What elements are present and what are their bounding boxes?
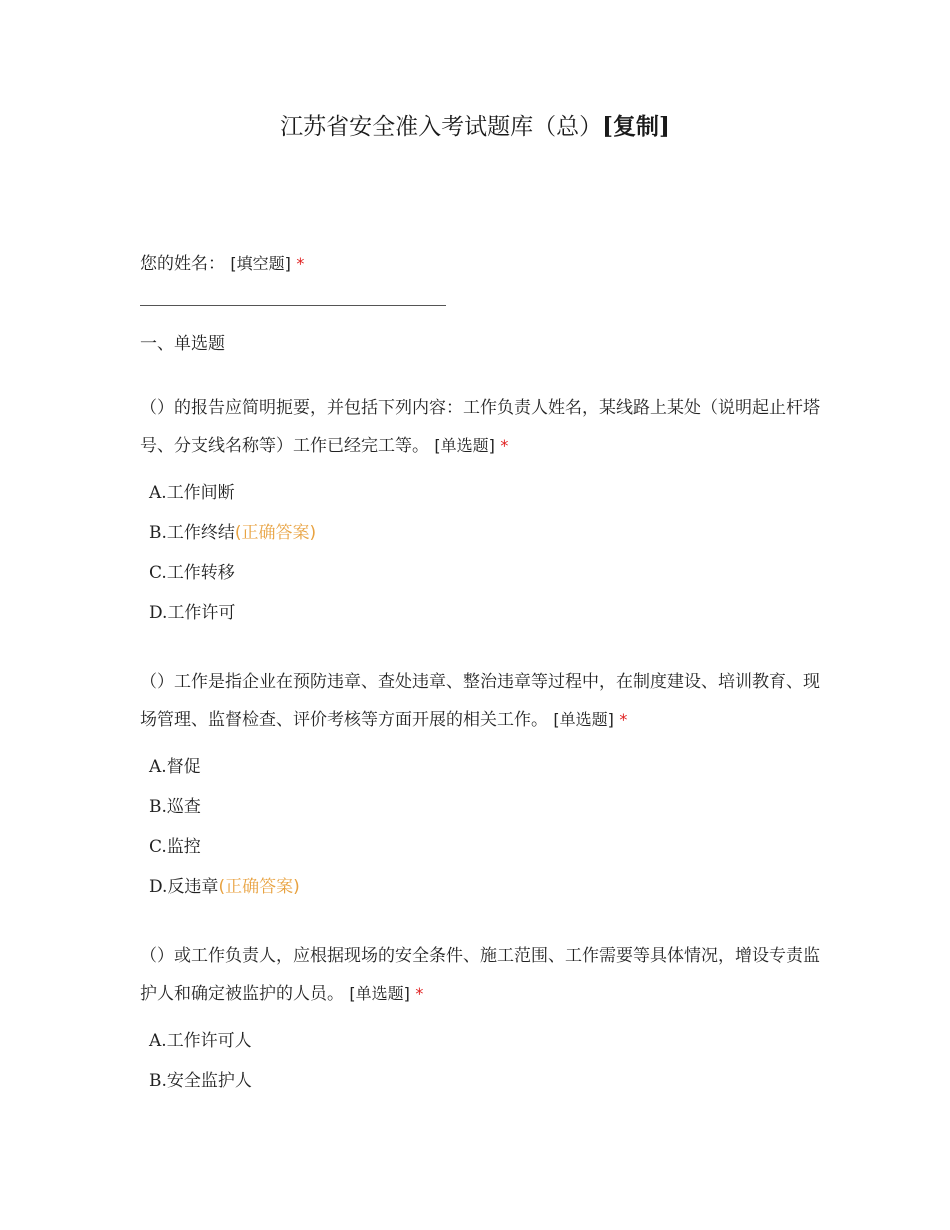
required-marker: * — [296, 254, 305, 273]
name-question-label: 您的姓名： — [140, 254, 225, 274]
question-type: [填空题] — [230, 254, 291, 273]
option-d[interactable] — [140, 593, 820, 633]
question-2 — [140, 663, 820, 907]
option-a[interactable] — [140, 747, 820, 787]
option-d[interactable] — [140, 867, 820, 907]
option-list — [140, 1021, 820, 1101]
name-answer-blank[interactable] — [140, 305, 446, 306]
page-title — [0, 110, 950, 144]
option-text: 工作许可人 — [166, 1031, 252, 1051]
option-list — [140, 473, 820, 633]
option-text: 工作许可 — [167, 603, 236, 623]
question-stem: （）的报告应简明扼要，并包括下列内容：工作负责人姓名，某线路上某处（说明起止杆塔号、分支线名称等）工作已经完工等。 — [140, 398, 820, 456]
option-text: 安全监护人 — [166, 1071, 252, 1091]
section-heading: 一、单选题 — [140, 334, 225, 354]
option-letter: C. — [149, 563, 167, 583]
option-letter: C. — [149, 837, 167, 857]
option-b[interactable] — [140, 1061, 820, 1101]
option-text: 巡查 — [166, 797, 201, 817]
option-letter: A. — [149, 1031, 167, 1051]
question-1 — [140, 389, 820, 633]
correct-answer-mark: (正确答案) — [218, 877, 300, 897]
option-c[interactable] — [140, 553, 820, 593]
option-text: 工作终结 — [166, 523, 235, 543]
required-marker: * — [619, 710, 628, 729]
title-text: 江苏省安全准入考试题库（总） — [280, 114, 603, 140]
survey-content — [140, 250, 820, 1101]
option-text: 工作间断 — [166, 483, 235, 503]
question-text — [140, 937, 820, 1013]
option-a[interactable] — [140, 473, 820, 513]
option-letter: B. — [149, 523, 167, 543]
option-text: 监控 — [166, 837, 201, 857]
question-stem: （）工作是指企业在预防违章、查处违章、整治违章等过程中，在制度建设、培训教育、现场管理、监督检查、评价考核等方面开展的相关工作。 — [140, 672, 820, 730]
question-stem: （）或工作负责人，应根据现场的安全条件、施工范围、工作需要等具体情况，增设专责监护人和确定被监护的人员。 — [140, 946, 820, 1004]
question-text — [140, 663, 820, 739]
option-b[interactable] — [140, 787, 820, 827]
name-question — [140, 250, 820, 278]
option-c[interactable] — [140, 827, 820, 867]
option-letter: A. — [149, 757, 167, 777]
option-list — [140, 747, 820, 907]
option-letter: B. — [149, 1071, 167, 1091]
copy-link[interactable]: [复制] — [602, 113, 670, 140]
option-letter: B. — [149, 797, 167, 817]
required-marker: * — [500, 436, 509, 455]
option-letter: D. — [149, 877, 168, 897]
question-type: [单选题] — [349, 984, 410, 1003]
option-b[interactable] — [140, 513, 820, 553]
question-3 — [140, 937, 820, 1101]
option-a[interactable] — [140, 1021, 820, 1061]
required-marker: * — [415, 984, 424, 1003]
question-type: [单选题] — [434, 436, 495, 455]
option-text: 反违章 — [167, 877, 219, 897]
option-letter: A. — [149, 483, 167, 503]
option-letter: D. — [149, 603, 168, 623]
correct-answer-mark: (正确答案) — [234, 523, 317, 543]
question-type: [单选题] — [553, 710, 614, 729]
option-text: 工作转移 — [166, 563, 235, 583]
question-text — [140, 389, 820, 465]
option-text: 督促 — [166, 757, 201, 777]
